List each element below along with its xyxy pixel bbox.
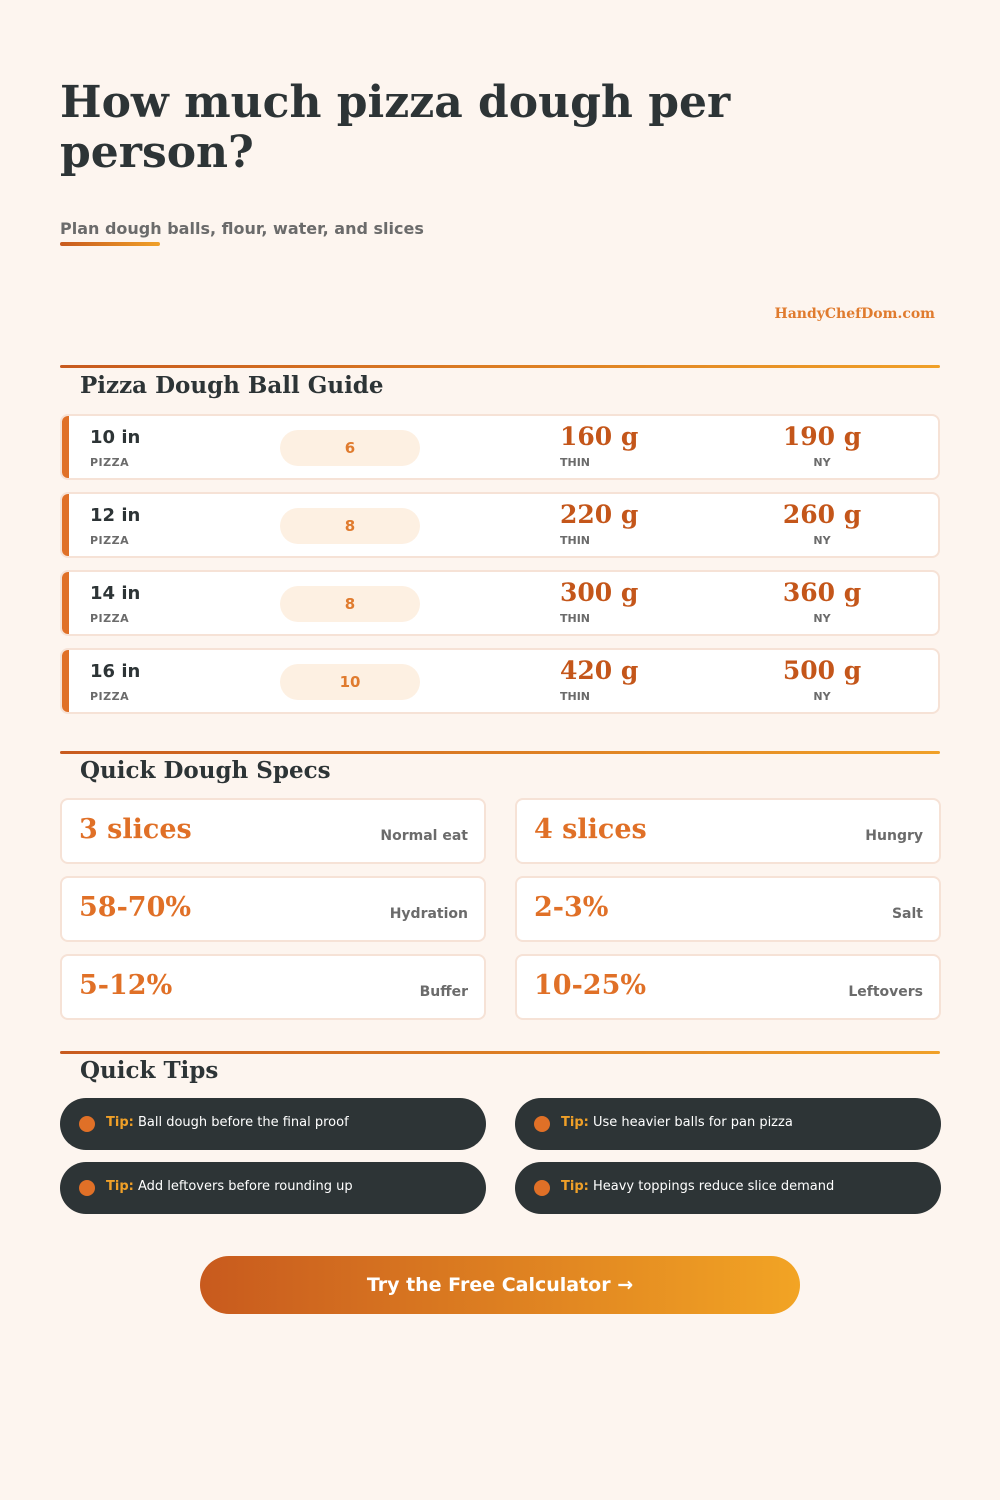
tip-bullet-icon [534,1116,550,1132]
tip-prefix: Tip: [106,1179,134,1194]
thin-label: THIN [560,534,591,547]
spec-card [60,798,486,864]
tip-body: Use heavier balls for pan pizza [592,1115,793,1130]
ny-label: NY [813,690,831,703]
pizza-size: 10 in [90,427,141,448]
tips-section-title: Quick Tips [80,1057,219,1084]
tip-body: Add leftovers before rounding up [137,1179,353,1194]
page-subtitle: Plan dough balls, flour, water, and slices [60,219,424,238]
guide-row [60,648,940,714]
spec-label: Hungry [865,828,923,844]
pizza-size: 16 in [90,661,141,682]
tip-pill [515,1162,941,1214]
tip-text [106,1115,349,1130]
tip-pill [60,1162,486,1214]
tip-pill [515,1098,941,1150]
subtitle-underline [60,242,160,246]
page-title: How much pizza dough per person? [60,77,731,178]
pizza-size-label: PIZZA [90,690,130,703]
spec-card [60,876,486,942]
ny-label: NY [813,534,831,547]
ny-weight: 190 g [782,422,862,451]
guide-section-title: Pizza Dough Ball Guide [80,372,384,399]
tip-pill [60,1098,486,1150]
brand-link[interactable]: HandyChefDom.com [774,306,935,322]
thin-weight: 420 g [560,656,639,685]
tip-bullet-icon [79,1116,95,1132]
guide-row [60,570,940,636]
row-accent-bar [62,650,69,712]
tip-prefix: Tip: [106,1115,134,1130]
thin-label: THIN [560,456,591,469]
ny-label: NY [813,612,831,625]
spec-value: 3 slices [79,814,192,845]
tip-bullet-icon [534,1180,550,1196]
ball-count-pill: 8 [280,508,420,544]
calculator-cta-button[interactable]: Try the Free Calculator → [200,1256,800,1314]
tip-prefix: Tip: [561,1115,589,1130]
spec-card [515,876,941,942]
tip-prefix: Tip: [561,1179,589,1194]
tip-body: Heavy toppings reduce slice demand [592,1179,835,1194]
tip-text [561,1115,793,1130]
thin-label: THIN [560,690,591,703]
spec-label: Hydration [389,906,468,922]
specs-section-divider [60,751,940,754]
pizza-size-label: PIZZA [90,612,130,625]
thin-weight: 160 g [560,422,639,451]
spec-value: 58-70% [79,892,192,923]
pizza-size-label: PIZZA [90,534,130,547]
pizza-size: 14 in [90,583,141,604]
pizza-size: 12 in [90,505,141,526]
spec-card [60,954,486,1020]
tip-body: Ball dough before the final proof [137,1115,349,1130]
specs-section-title: Quick Dough Specs [80,757,331,784]
spec-value: 5-12% [79,970,173,1001]
spec-value: 10-25% [534,970,647,1001]
thin-weight: 220 g [560,500,639,529]
spec-label: Leftovers [848,984,923,1000]
spec-value: 4 slices [534,814,647,845]
tips-section-divider [60,1051,940,1054]
spec-label: Buffer [419,984,468,1000]
tip-text [561,1179,834,1194]
ny-weight: 360 g [782,578,862,607]
row-accent-bar [62,494,69,556]
ny-label: NY [813,456,831,469]
ny-weight: 260 g [782,500,862,529]
thin-weight: 300 g [560,578,639,607]
spec-value: 2-3% [534,892,609,923]
guide-row [60,414,940,480]
ball-count-pill: 6 [280,430,420,466]
row-accent-bar [62,416,69,478]
spec-label: Normal eat [380,828,468,844]
spec-card [515,954,941,1020]
pizza-size-label: PIZZA [90,456,130,469]
guide-section-divider [60,365,940,368]
thin-label: THIN [560,612,591,625]
ball-count-pill: 8 [280,586,420,622]
tip-text [106,1179,353,1194]
guide-row [60,492,940,558]
spec-card [515,798,941,864]
tip-bullet-icon [79,1180,95,1196]
row-accent-bar [62,572,69,634]
ball-count-pill: 10 [280,664,420,700]
ny-weight: 500 g [782,656,862,685]
spec-label: Salt [891,906,923,922]
